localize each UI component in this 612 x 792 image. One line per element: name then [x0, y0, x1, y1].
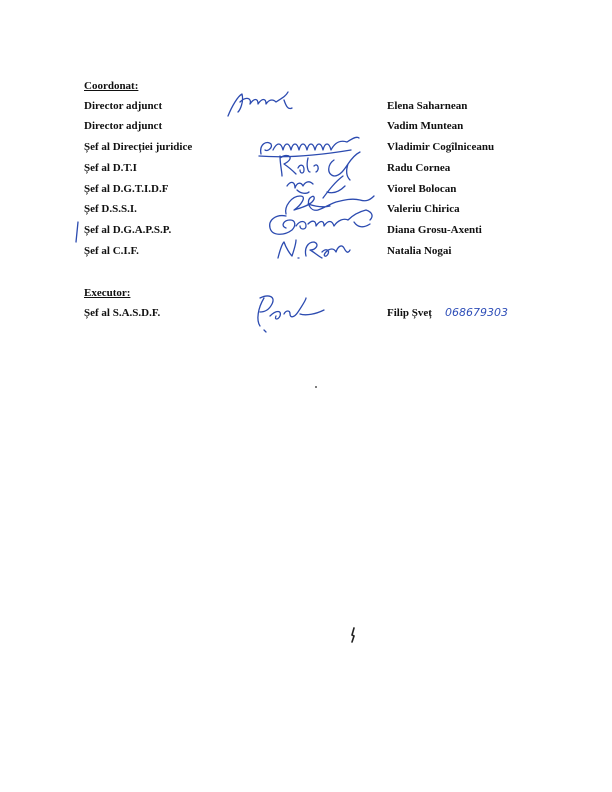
signature-filip-svet-icon — [250, 290, 330, 338]
name-row-5: Viorel Bolocan — [387, 183, 457, 195]
signature-elena-saharnean-icon — [222, 88, 302, 122]
title-row-5: Șef al D.G.T.I.D.F — [84, 183, 169, 195]
title-row-2: Director adjunct — [84, 120, 163, 132]
title-row-6: Șef D.S.S.I. — [84, 203, 137, 215]
coordination-heading: Coordonat: — [84, 80, 139, 92]
ink-mark — [349, 626, 357, 644]
signature-natalia-nogai-icon — [274, 236, 354, 264]
title-row-8: Șef al C.I.F. — [84, 245, 139, 257]
margin-check-mark — [73, 220, 81, 244]
executor-title: Șef al S.A.S.D.F. — [84, 307, 161, 319]
executor-phone: 068679303 — [445, 306, 508, 319]
name-row-3: Vladimir Cogîlniceanu — [387, 141, 495, 153]
name-row-1: Elena Saharnean — [387, 100, 468, 112]
name-row-4: Radu Cornea — [387, 162, 451, 174]
executor-name: Filip Șveț — [387, 307, 432, 319]
title-row-7: Șef al D.G.A.P.S.P. — [84, 224, 172, 236]
name-row-6: Valeriu Chirica — [387, 203, 460, 215]
title-row-4: Șef al D.T.I — [84, 162, 137, 174]
name-row-8: Natalia Nogai — [387, 245, 452, 257]
scan-dot — [315, 386, 317, 388]
executor-heading: Executor: — [84, 287, 131, 299]
title-row-1: Director adjunct — [84, 100, 163, 112]
name-row-7: Diana Grosu-Axenti — [387, 224, 482, 236]
name-row-2: Vadim Muntean — [387, 120, 464, 132]
title-row-3: Șef al Direcției juridice — [84, 141, 193, 153]
